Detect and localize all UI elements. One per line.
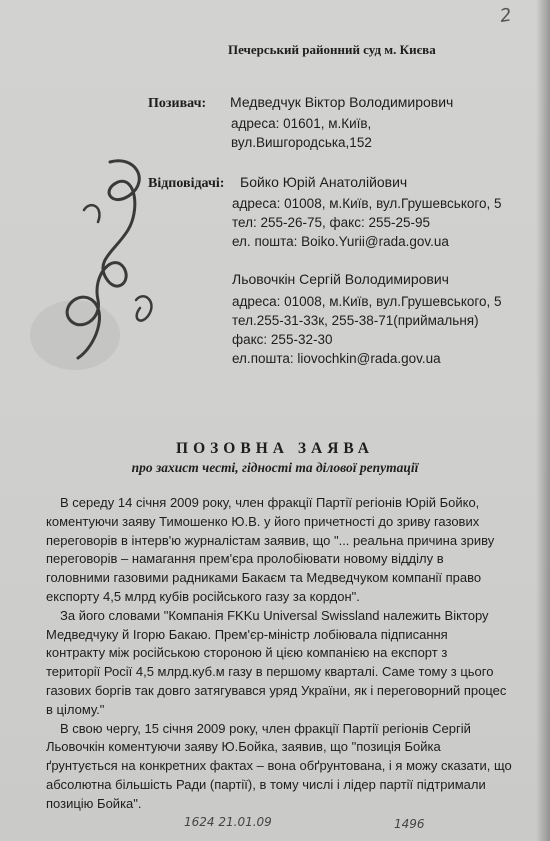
registration-stamp <box>184 815 544 835</box>
text-line: в цілому." <box>46 701 105 717</box>
defendant2-address: адреса: 01008, м.Київ, вул.Грушевського, 5 <box>232 294 502 309</box>
text-line: ґрунтується на конкретних фактах – вона обґрунтована, і я можу сказати, що <box>46 758 512 774</box>
text-line: контракту між російською стороною й цією компанією на експорт з <box>46 645 448 661</box>
text-line: позицію Бойка". <box>46 795 142 811</box>
plaintiff-name: Медведчук Віктор Володимирович <box>230 94 454 110</box>
text-line: території Росії 4,5 млрд.куб.м газу в першому кварталі. Саме тому з цього <box>46 664 494 680</box>
text-line: В свою чергу, 15 січня 2009 року, член фракції Партії регіонів Сергій <box>60 720 471 736</box>
plaintiff-role-label: Позивач: <box>148 96 207 111</box>
defendant2-email: ел.пошта: liovochkin@rada.gov.ua <box>232 351 441 366</box>
text-line: коментуючи заяву Тимошенко Ю.В. у його причетності до зриву газових <box>46 513 480 529</box>
defendant1-phone: тел: 255-26-75, факс: 255-25-95 <box>232 215 430 230</box>
defendant1-contacts <box>232 194 532 251</box>
court-name: Печерський районний суд м. Києва <box>228 42 436 57</box>
paragraph-3 <box>46 720 546 814</box>
text-line: експорту 4,5 млрд кубів російського газу за кордон". <box>46 588 360 604</box>
paragraph-2 <box>46 607 546 720</box>
text-line: Медведчуку й Ігорю Бакаю. Прем'єр-міністр лобіювала підписання <box>46 626 448 642</box>
defendant1-name: Бойко Юрій Анатолійович <box>240 174 408 190</box>
document-subtitle: про захист честі, гідності та ділової репутації <box>131 460 419 475</box>
document-body <box>46 494 546 814</box>
text-line: За його словами "Компанія FKKu Universal Swissland належить Віктору <box>60 607 489 623</box>
defendant2-name: Льовочкін Сергій Володимирович <box>232 271 449 287</box>
defendants-role-label: Відповідачі: <box>148 176 225 191</box>
text-line: газових боргів так довго затягувався уряд України, як і переговорний процес <box>46 682 507 698</box>
text-line: абсолютна більшість Ради (партії), в тому числі і лідер партії підтримали <box>46 776 486 792</box>
registration-number-2: 1496 <box>394 817 425 831</box>
text-line: переговорів в інтерв'ю журналістам заявив, що "... реальна причина зриву <box>46 532 495 548</box>
text-line: переговорів – намагання прем'єра пролобіювати новому відділу в <box>46 551 444 567</box>
paragraph-1 <box>46 494 546 607</box>
text-line: головними газовими радниками Бакаєм та Медведчуком компанії право <box>46 570 482 586</box>
page-number-mark: 2 <box>498 4 513 27</box>
defendant2-phone: тел.255-31-33к, 255-38-71(приймальня) <box>232 313 479 328</box>
plaintiff-address <box>231 114 541 152</box>
document-title: ПОЗОВНА ЗАЯВА <box>176 440 374 457</box>
defendant1-address: адреса: 01008, м.Київ, вул.Грушевського, 5 <box>232 196 502 211</box>
plaintiff-address-line: вул.Вишгородська,152 <box>231 135 372 150</box>
defendant1-email: ел. пошта: Boiko.Yurii@rada.gov.ua <box>232 234 449 249</box>
defendant2-fax: факс: 255-32-30 <box>232 332 333 347</box>
defendant2-contacts <box>232 292 532 368</box>
plaintiff-address-line: адреса: 01601, м.Київ, <box>231 116 372 131</box>
text-line: В середу 14 січня 2009 року, член фракції Партії регіонів Юрій Бойко, <box>60 495 480 510</box>
text-line: Льовочкін коментуючи заяву Ю.Бойка, заявив, що "позиція Бойка <box>46 739 441 755</box>
registration-number: 1624 21.01.09 <box>184 815 272 829</box>
